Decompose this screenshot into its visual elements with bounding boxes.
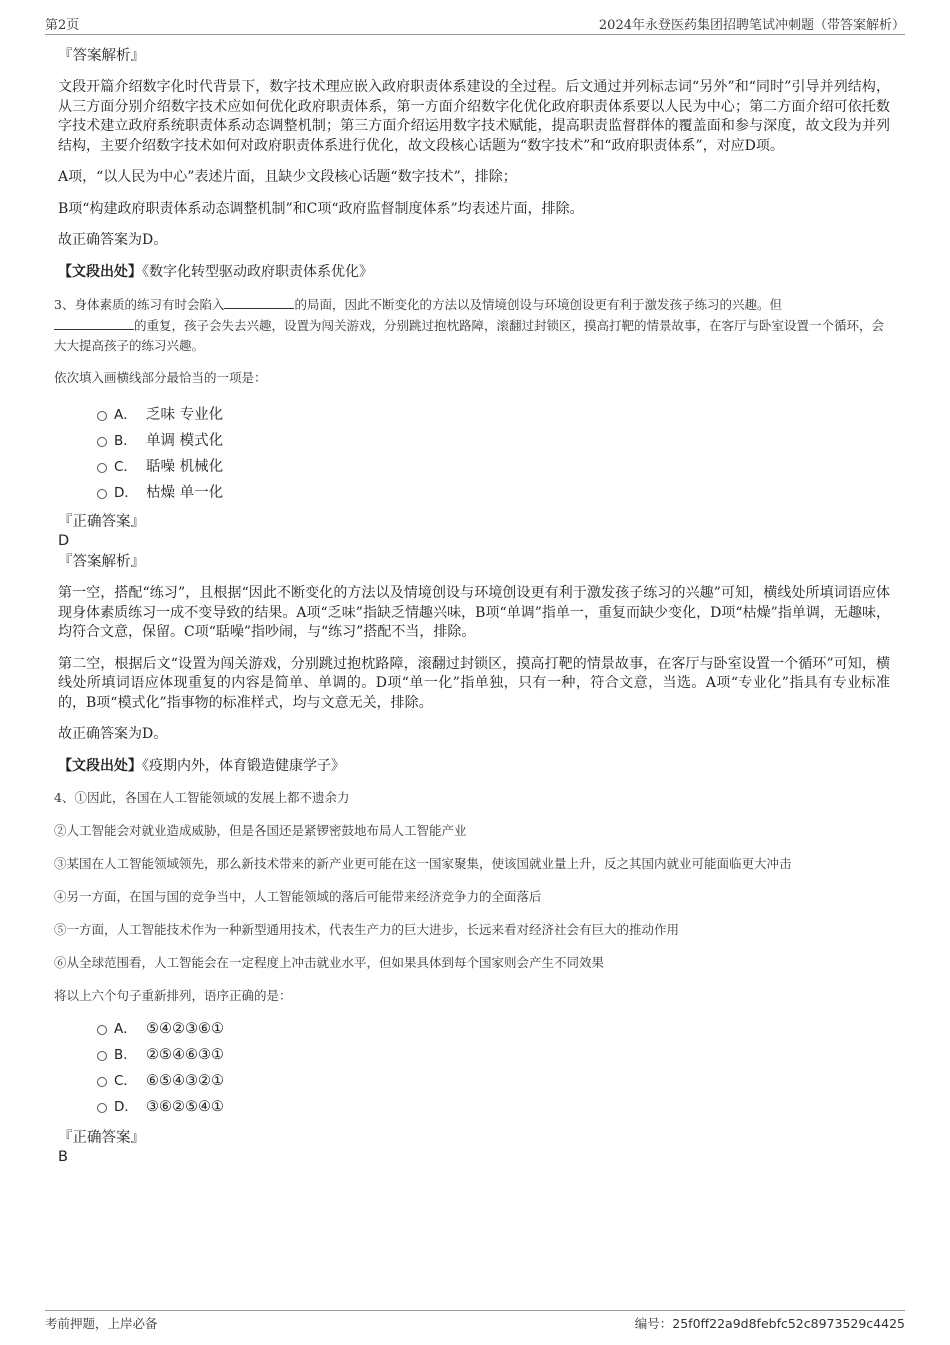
source-label: 【文段出处】 [58,263,142,280]
option-list [58,402,890,506]
fill-blank [54,315,134,330]
passage-source [58,263,890,283]
option-c[interactable]: C． ⑥⑤④③②① [58,1068,890,1094]
radio-icon[interactable] [97,1025,107,1035]
analysis-paragraph: B项“构建政府职责体系动态调整机制”和C项“政府监督制度体系”均表述片面，排除。 [58,200,584,217]
question-prompt: 依次填入画横线部分最恰当的一项是： [54,370,267,385]
passage-source [58,757,890,777]
question-stem: 3、身体素质的练习有时会陷入 的局面，因此不断变化的方法以及情境创设与环境创设更有利于激发孩子练习的兴趣。但 的重复，孩子会失去兴趣，设置为闯关游戏，分别跳过抱枕路障，滚翻过封锁区，摸高打靶的情景故事，在客厅与卧室设置一个循环，会大大提高孩子的练习兴趣。 [54,294,890,356]
analysis-paragraph: 第二空，根据后文“设置为闯关游戏，分别跳过抱枕路障，滚翻过封锁区，摸高打靶的情景故事，在客厅与卧室设置一个循环”可知，横线处所填词语应体现重复的内容是简单、单调的。D项“单一化”指单独，只有一种，符合文意，当选。A项“专业化”指具有专业标准的，B项“模式化”指事物的标准样式，均与文意无关，排除。 [58,655,890,711]
radio-icon[interactable] [97,463,107,473]
footer-slogan: 考前押题，上岸必备 [45,1316,158,1331]
option-a[interactable]: A． ⑤④②③⑥① [58,1016,890,1042]
radio-icon[interactable] [97,1103,107,1113]
correct-answer: B [58,1149,68,1165]
radio-icon[interactable] [97,411,107,421]
serial-label: 编号： [634,1316,673,1331]
analysis-paragraph: 第一空，搭配“练习”，且根据“因此不断变化的方法以及情境创设与环境创设更有利于激发孩子练习的兴趣”可知，横线处所填词语应体现身体素质练习一成不变导致的结果。A项“乏味”指缺乏情趣兴味，B项“单调”指单一，重复而缺少变化，D项“枯燥”指单调，无趣味，均符合文意，保留。C项“聒噪”指吵闹，与“练习”搭配不当，排除。 [58,585,890,640]
page-header [45,14,905,35]
source-title: 《疫期内外，体育锻造健康学子》 [142,757,345,774]
sentence-item: ②人工智能会对就业造成威胁，但是各国还是紧锣密鼓地布局人工智能产业 [54,823,467,838]
analysis-label: 『答案解析』 [58,48,145,64]
question-prompt: 将以上六个句子重新排列，语序正确的是： [54,988,292,1003]
sentence-item: ⑥从全球范围看，人工智能会在一定程度上冲击就业水平，但如果具体到每个国家则会产生不同效果 [54,955,605,970]
option-b[interactable]: B． ②⑤④⑥③① [58,1042,890,1068]
sentence-item: 4、①因此，各国在人工智能领域的发展上都不遗余力 [54,790,350,805]
sentence-item: ④另一方面，在国与国的竞争当中，人工智能领域的落后可能带来经济竞争力的全面落后 [54,889,542,904]
serial-code: 25f0ff22a9d8febfc52c8973529c4425 [672,1316,905,1331]
radio-icon[interactable] [97,1051,107,1061]
page-footer [45,1310,905,1334]
correct-answer-label: 『正确答案』 [58,514,145,530]
analysis-paragraph: 文段开篇介绍数字化时代背景下，数字技术理应嵌入政府职责体系建设的全过程。后文通过并列标志词“另外”和“同时”引导并列结构，从三方面分别介绍数字技术应如何优化政府职责体系，第一方面介绍数字化优化政府职责体系要以人民为中心；第二方面介绍可依托数字技术建立政府系统职责体系动态调整机制；第三方面介绍运用数字技术赋能，提高职责监督群体的覆盖面和参与深度，故文段为并列结构，主要介绍数字技术如何对政府职责体系进行优化，故文段核心话题为“数字技术”和“政府职责体系”，对应D项。 [58,79,890,154]
radio-icon[interactable] [97,437,107,447]
answer-conclusion: 故正确答案为D。 [58,726,168,742]
correct-answer-label: 『正确答案』 [58,1130,145,1146]
source-label: 【文段出处】 [58,757,142,774]
analysis-paragraph: A项，“以人民为中心”表述片面，且缺少文段核心话题“数字技术”，排除； [58,169,517,185]
option-a[interactable]: A． 乏味 专业化 [58,402,890,428]
page-content [54,46,890,1166]
serial-number [635,1314,905,1332]
answer-conclusion: 故正确答案为D。 [58,232,168,248]
option-b[interactable]: B． 单调 模式化 [58,428,890,454]
option-c[interactable]: C． 聒噪 机械化 [58,454,890,480]
radio-icon[interactable] [97,1077,107,1087]
sentence-item: ③某国在人工智能领域领先，那么新技术带来的新产业更可能在这一国家聚集，使该国就业量上升，反之其国内就业可能面临更大冲击 [54,856,792,871]
analysis-label: 『答案解析』 [58,554,145,570]
page-number: 第2页 [45,18,80,33]
radio-icon[interactable] [97,489,107,499]
sentence-item: ⑤一方面，人工智能技术作为一种新型通用技术，代表生产力的巨大进步，长远来看对经济社会有巨大的推动作用 [54,922,680,937]
fill-blank [224,294,294,309]
option-d[interactable]: D． 枯燥 单一化 [58,480,890,506]
option-list [58,1016,890,1120]
correct-answer: D [58,533,70,549]
document-title: 2024年永登医药集团招聘笔试冲刺题（带答案解析） [598,18,905,33]
option-d[interactable]: D． ③⑥②⑤④① [58,1094,890,1120]
source-title: 《数字化转型驱动政府职责体系优化》 [142,263,373,280]
